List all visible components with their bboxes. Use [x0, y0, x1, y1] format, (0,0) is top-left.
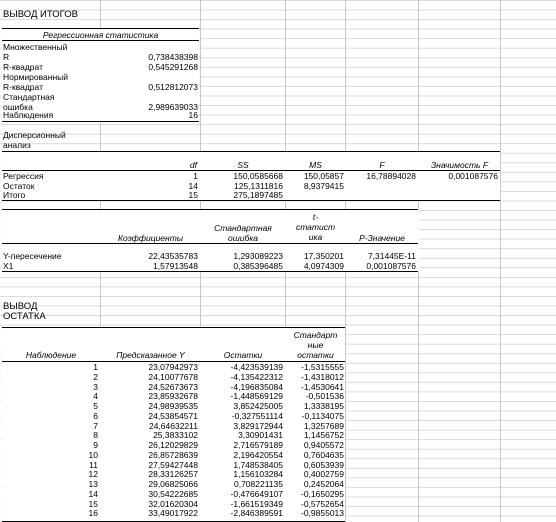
anova-cell-ss: 125,1311816 — [233, 180, 283, 191]
resid-cell-residual: -1,448569129 — [230, 391, 283, 402]
coef-header-coefficients: Коэффициенты — [117, 233, 184, 243]
coef-cell-coef: 22,43535783 — [148, 251, 198, 261]
table-rule — [2, 209, 418, 210]
resid-cell-observation: 1 — [93, 362, 98, 372]
anova-header-ms: MS — [309, 160, 322, 170]
column-gridline — [500, 0, 501, 522]
resid-cell-observation: 9 — [93, 440, 98, 450]
resid-cell-predicted-y: 24,52673673 — [148, 381, 198, 392]
resid-cell-residual: 0,708221135 — [233, 479, 283, 489]
resid-cell-standard-residual: -0,501536 — [305, 391, 344, 402]
resid-cell-standard-residual: 0,2452064 — [303, 479, 344, 489]
resid-cell-predicted-y: 25,3833102 — [153, 430, 198, 441]
resid-cell-predicted-y: 32,01620304 — [148, 498, 198, 509]
resid-cell-residual: -1,661519349 — [230, 498, 283, 509]
resid-header-residuals: Остатки — [223, 350, 263, 360]
resid-cell-observation: 14 — [88, 488, 98, 499]
resid-cell-residual: 1,156103284 — [233, 469, 283, 480]
coef-cell-t: 4,0974309 — [303, 261, 344, 271]
resid-cell-residual: 3,852425005 — [233, 401, 283, 411]
regression-stat-label: R — [3, 52, 10, 62]
resid-cell-observation: 2 — [93, 371, 98, 382]
anova-cell-label: Итого — [3, 190, 26, 201]
resid-cell-residual: 3,829172944 — [233, 420, 283, 431]
resid-cell-residual: 2,196420554 — [233, 449, 283, 460]
resid-cell-standard-residual: -1,4318012 — [300, 371, 344, 382]
resid-cell-standard-residual: -0,1650295 — [300, 488, 344, 499]
resid-cell-residual: -2,846389591 — [230, 508, 283, 519]
resid-cell-observation: 12 — [88, 469, 98, 480]
resid-cell-predicted-y: 23,07942973 — [148, 362, 198, 372]
anova-cell-ss: 275,1897485 — [233, 190, 283, 201]
coef-cell-p: 0,001087576 — [366, 261, 416, 271]
regression-stat-value: 16 — [188, 110, 198, 120]
anova-cell-label: Регрессия — [3, 171, 44, 181]
anova-cell-f — [346, 181, 416, 191]
anova-title-1: Дисперсионный — [3, 130, 66, 140]
residual-title-1: ВЫВОД — [3, 301, 38, 312]
anova-cell-df: 15 — [188, 190, 198, 201]
table-rule — [2, 327, 345, 328]
resid-header-std-1: Стандарт — [293, 330, 338, 340]
table-rule — [2, 28, 199, 29]
resid-cell-standard-residual: 0,7604635 — [303, 449, 344, 460]
regression-stat-value: 0,512812073 — [148, 82, 198, 92]
regression-stat-label: R-квадрат — [3, 62, 43, 72]
resid-cell-observation: 6 — [93, 410, 98, 421]
resid-cell-residual: 3,30901431 — [238, 430, 283, 441]
resid-cell-residual: -0,476649107 — [230, 488, 283, 499]
resid-cell-residual: -4,135422312 — [230, 371, 283, 382]
resid-cell-predicted-y: 26,85728639 — [148, 449, 198, 460]
resid-cell-standard-residual: 1,3338195 — [303, 401, 344, 411]
resid-cell-predicted-y: 27,59427448 — [148, 459, 198, 470]
table-rule — [2, 271, 418, 272]
coef-header-se-2: ошибка — [227, 233, 259, 243]
table-rule — [2, 151, 500, 152]
resid-cell-observation: 16 — [88, 508, 98, 519]
coef-cell-se: 0,385396485 — [233, 261, 283, 271]
resid-cell-observation: 5 — [93, 401, 98, 411]
resid-cell-observation: 15 — [88, 498, 98, 509]
resid-cell-predicted-y: 30,54222685 — [148, 488, 198, 499]
anova-cell-f — [346, 190, 416, 200]
resid-cell-standard-residual: 0,6053939 — [303, 459, 344, 470]
resid-cell-residual: -0,327551114 — [231, 410, 283, 421]
resid-cell-standard-residual: -1,4530641 — [300, 381, 344, 392]
anova-cell-ss: 150,0585668 — [233, 171, 283, 181]
resid-cell-standard-residual: 0,9405572 — [303, 440, 344, 450]
anova-header-significance-f: Значимость F — [430, 160, 489, 170]
anova-header-df: df — [189, 160, 197, 170]
coef-cell-label: Y-пересечение — [3, 251, 62, 261]
resid-cell-observation: 13 — [88, 479, 98, 489]
resid-cell-standard-residual: 1,3257689 — [303, 420, 344, 431]
table-rule — [2, 243, 418, 244]
resid-cell-observation: 3 — [93, 381, 98, 392]
resid-header-observation: Наблюдение — [25, 350, 77, 360]
residual-title-2: ОСТАТКА — [3, 311, 46, 322]
anova-cell-sig — [419, 190, 498, 200]
anova-title-2: анализ — [3, 140, 31, 150]
resid-cell-standard-residual: -0,5752654 — [300, 498, 344, 509]
resid-cell-observation: 11 — [89, 459, 98, 470]
resid-cell-observation: 10 — [88, 449, 98, 460]
regression-stat-label: ошибка — [3, 102, 33, 112]
resid-cell-standard-residual: -0,1134075 — [301, 410, 344, 421]
regression-stat-value: 2,989639033 — [148, 102, 198, 112]
anova-header-ss: SS — [237, 160, 249, 170]
coef-cell-t: 17,350201 — [303, 251, 344, 261]
coef-header-t-1: t- — [312, 212, 319, 222]
table-rule — [2, 121, 199, 122]
regression-stat-label: R-квадрат — [3, 82, 43, 92]
anova-header-f: F — [379, 160, 385, 170]
anova-cell-ms: 8,9379415 — [303, 180, 344, 191]
resid-header-std-3: остатки — [297, 350, 334, 360]
anova-cell-label: Остаток — [3, 180, 35, 191]
resid-cell-standard-residual: -1,5315555 — [300, 362, 344, 372]
regression-stat-value: 0,738438398 — [148, 52, 198, 62]
resid-cell-predicted-y: 24,53854571 — [148, 410, 198, 421]
anova-cell-df: 14 — [188, 180, 198, 191]
resid-cell-standard-residual: 1,1456752 — [303, 430, 344, 441]
resid-cell-residual: -4,196835084 — [230, 381, 283, 392]
coef-cell-coef: 1,57913548 — [153, 261, 198, 271]
coef-header-t-2: статист — [295, 222, 336, 232]
resid-cell-predicted-y: 26,12029829 — [148, 440, 198, 450]
anova-cell-ms: 150,05857 — [303, 171, 344, 181]
resid-cell-predicted-y: 23,85932678 — [148, 391, 198, 402]
coef-header-se-1: Стандартная — [214, 223, 272, 233]
anova-cell-df: 1 — [193, 171, 198, 181]
resid-cell-observation: 4 — [93, 391, 98, 402]
resid-cell-predicted-y: 33,49017922 — [148, 508, 198, 519]
table-rule — [2, 200, 500, 201]
resid-header-std-2: ные — [307, 340, 324, 350]
coef-header-p-value: P-Значение — [359, 233, 405, 243]
coef-cell-p: 7,31445E-11 — [367, 251, 416, 261]
coef-header-t-3: ика — [308, 232, 323, 242]
resid-cell-residual: 1,748538405 — [233, 459, 283, 470]
coef-cell-se: 1,293089223 — [233, 251, 283, 261]
resid-cell-observation: 7 — [93, 420, 98, 431]
anova-cell-sig — [419, 181, 498, 191]
regression-stat-label: Стандартная — [3, 92, 55, 102]
page-title: ВЫВОД ИТОГОВ — [3, 9, 78, 20]
resid-cell-residual: -4,423539139 — [230, 362, 283, 372]
resid-cell-observation: 8 — [93, 430, 98, 441]
regression-stat-label: Множественный — [3, 42, 68, 52]
resid-cell-standard-residual: -0,9855013 — [300, 508, 344, 519]
regression-stat-label: Наблюдения — [3, 110, 54, 120]
resid-cell-predicted-y: 24,98939535 — [148, 401, 198, 411]
anova-cell-f: 16,78894028 — [366, 171, 416, 181]
resid-cell-standard-residual: 0,4002759 — [303, 469, 344, 480]
resid-header-predicted: Предсказанное Y — [116, 350, 185, 360]
resid-cell-residual: 2,716579189 — [233, 440, 283, 450]
coef-cell-label: X1 — [3, 261, 14, 271]
resid-cell-predicted-y: 29,06825066 — [148, 479, 198, 489]
resid-cell-predicted-y: 28,33126257 — [148, 469, 198, 480]
table-rule — [2, 40, 199, 41]
anova-cell-ms — [286, 190, 344, 200]
anova-cell-sig: 0,001087576 — [448, 171, 498, 181]
resid-cell-predicted-y: 24,10077678 — [148, 371, 198, 382]
regression-stat-value: 0,545291268 — [148, 62, 198, 72]
regression-stats-header: Регрессионная статистика — [42, 30, 159, 40]
regression-stat-label: Нормированный — [3, 72, 69, 82]
resid-cell-predicted-y: 24,64632211 — [148, 420, 198, 431]
